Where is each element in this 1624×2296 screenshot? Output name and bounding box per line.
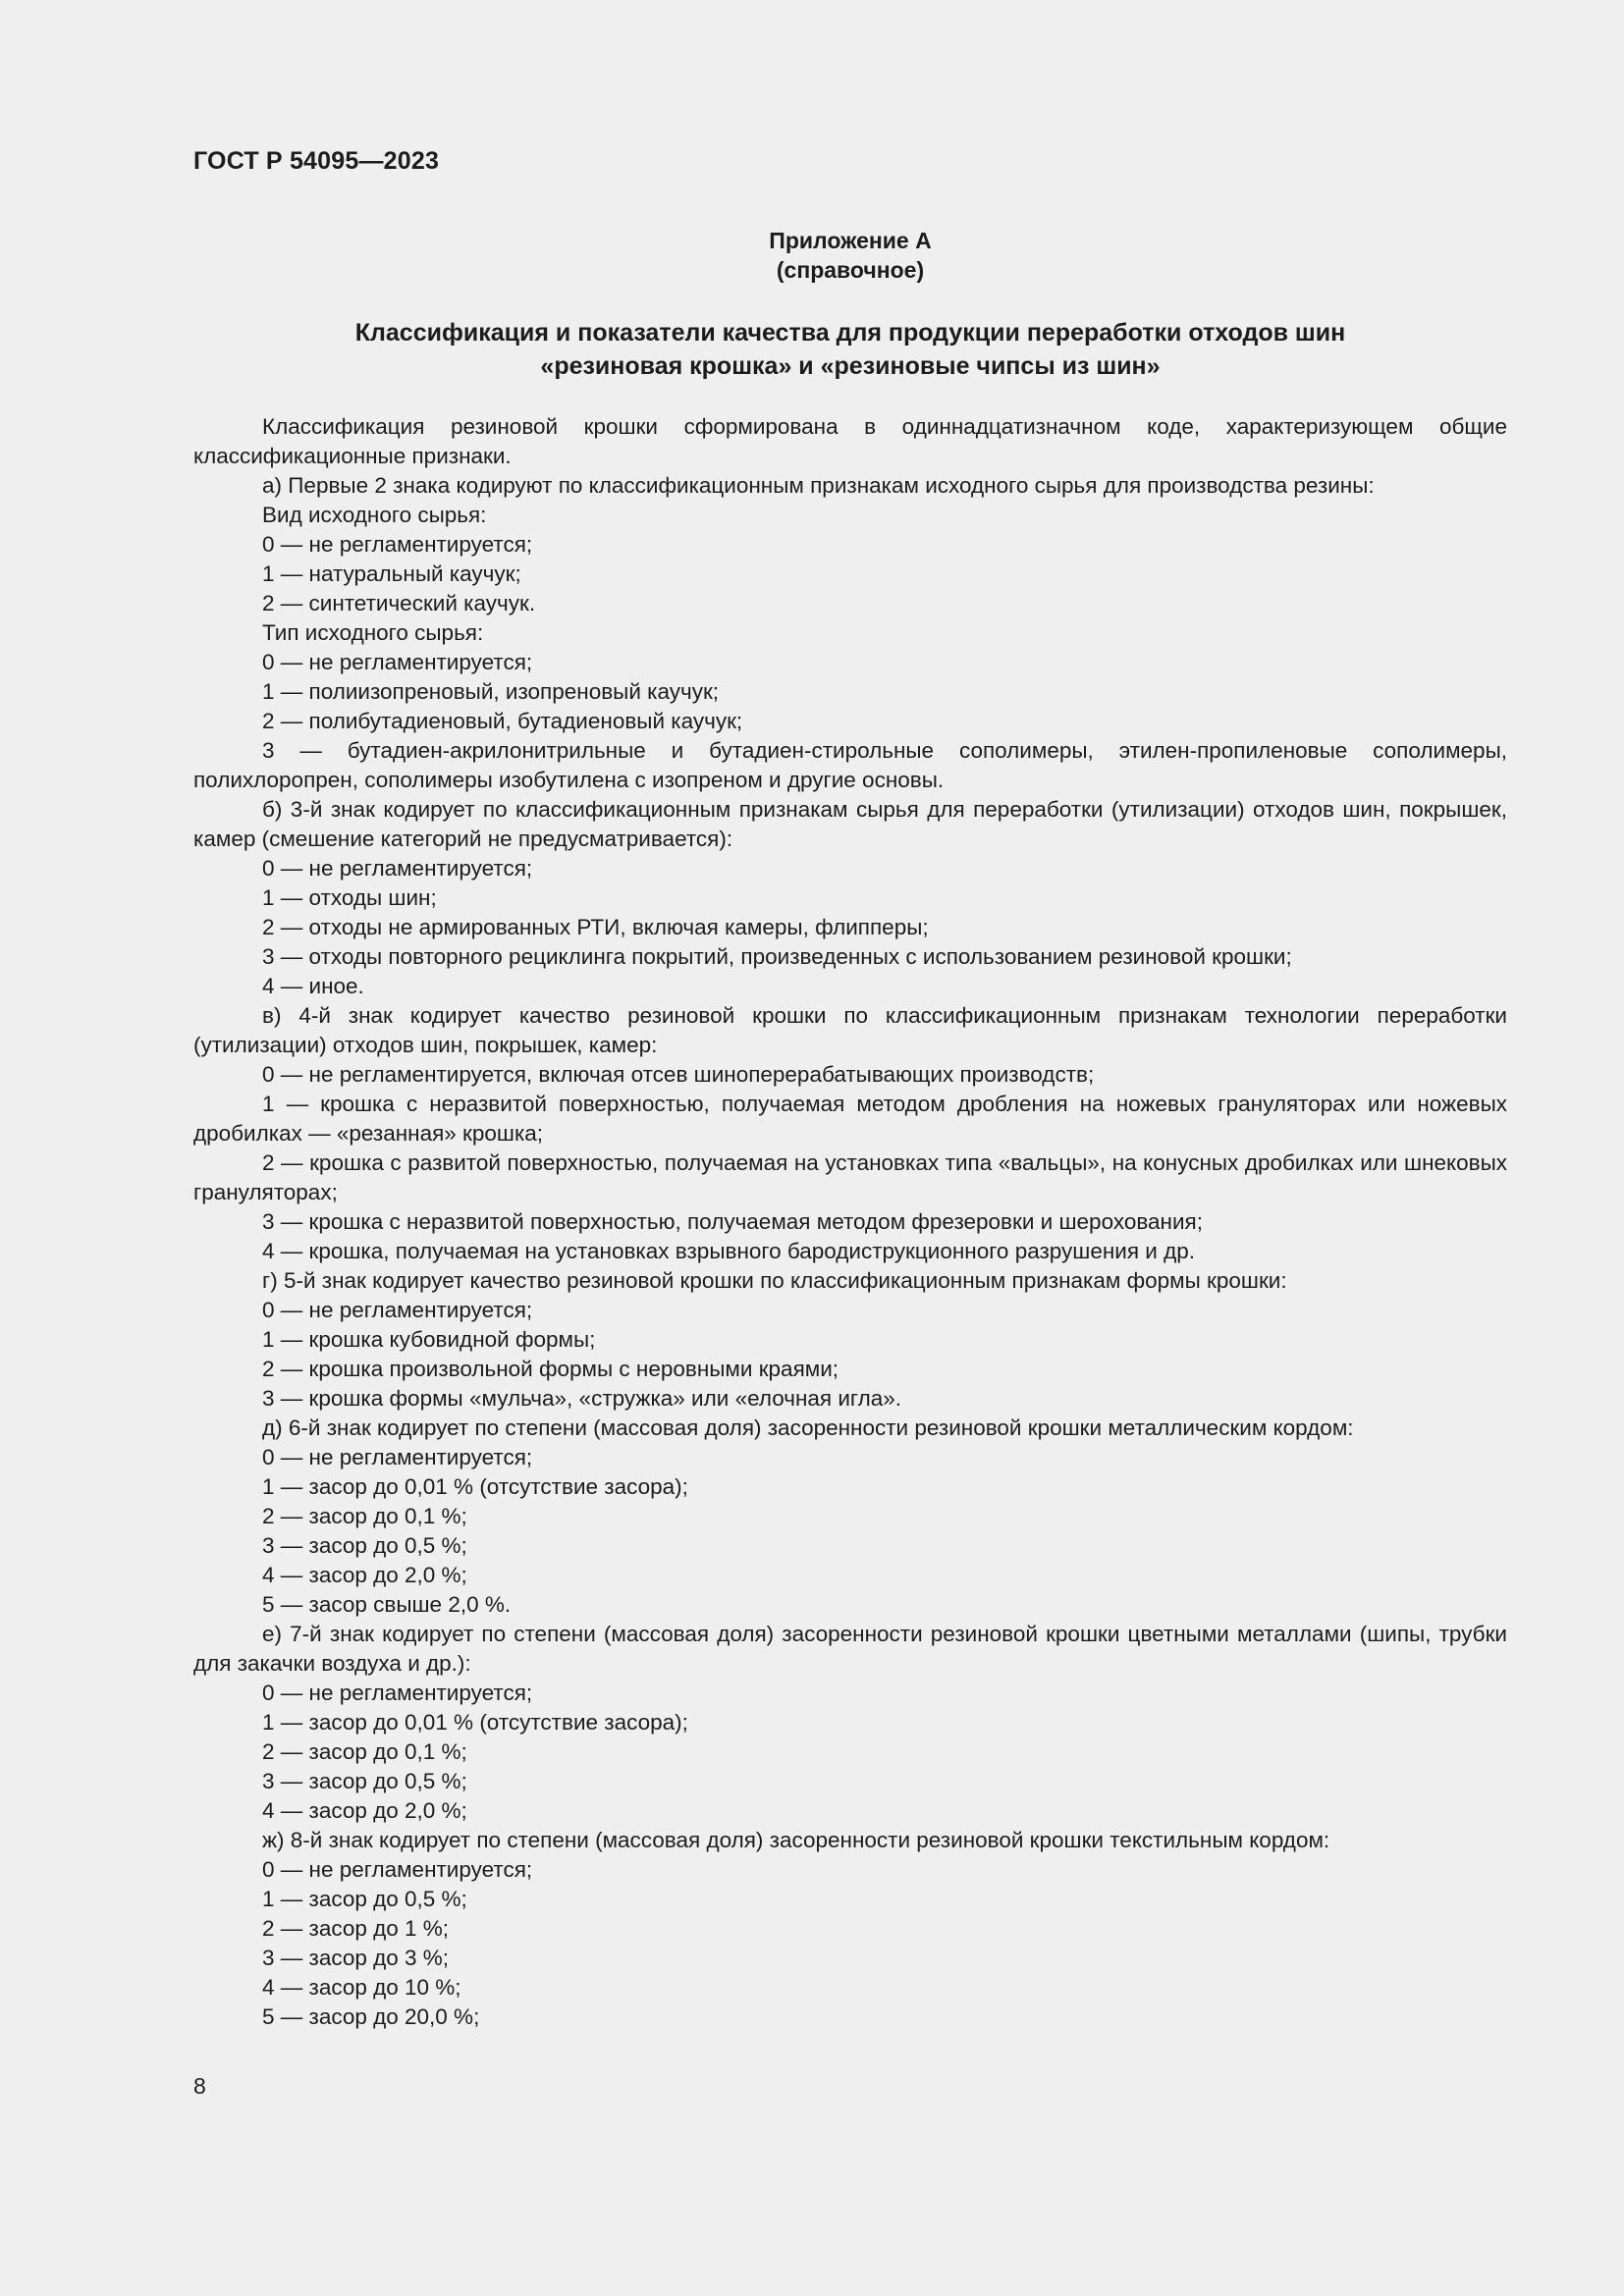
section-a-kind-label: Вид исходного сырья: — [262, 503, 487, 527]
list-item: 3 — засор до 0,5 %; — [262, 1769, 467, 1793]
list-item: 5 — засор до 20,0 %; — [262, 2004, 480, 2029]
section-zh-heading: ж) 8-й знак кодирует по степени (массовая доля) засоренности резиновой крошки текстильным кордом: — [262, 1828, 1330, 1852]
list-item: 1 — натуральный каучук; — [262, 561, 521, 586]
list-item: 3 — крошка с неразвитой поверхностью, получаемая методом фрезеровки и шерохования; — [262, 1209, 1203, 1234]
document-code: ГОСТ Р 54095—2023 — [193, 147, 440, 175]
list-item: 3 — засор до 0,5 %; — [262, 1533, 467, 1558]
appendix-label: Приложение А — [769, 228, 932, 253]
list-item: 4 — крошка, получаемая на установках взрывного бародиструкционного разрушения и др. — [262, 1239, 1195, 1263]
list-item: 2 — крошка с развитой поверхностью, получаемая на установках типа «вальцы», на конусных дробилках или шнековых грануляторах; — [193, 1150, 1507, 1204]
list-item: 2 — засор до 0,1 %; — [262, 1739, 467, 1764]
list-item: 1 — крошка кубовидной формы; — [262, 1327, 596, 1352]
section-v-heading: в) 4-й знак кодирует качество резиновой крошки по классификационным признакам технологии переработки (утилизации) отходов шин, покрышек, камер: — [193, 1003, 1507, 1057]
list-item: 0 — не регламентируется, включая отсев шиноперерабатывающих производств; — [262, 1062, 1095, 1087]
list-item: 0 — не регламентируется; — [262, 1857, 533, 1882]
section-title — [193, 316, 1507, 383]
section-title-line-1: Классификация и показатели качества для продукции переработки отходов шин — [354, 319, 1346, 347]
section-g-heading: г) 5-й знак кодирует качество резиновой крошки по классификационным признакам формы крошки: — [262, 1268, 1287, 1293]
document-body — [193, 412, 1507, 2032]
section-title-line-2: «резиновая крошка» и «резиновые чипсы из шин» — [540, 352, 1161, 380]
list-item: 2 — отходы не армированных РТИ, включая камеры, флипперы; — [262, 915, 929, 939]
list-item: 0 — не регламентируется; — [262, 1298, 533, 1322]
section-a-type-label: Тип исходного сырья: — [262, 620, 484, 645]
list-item: 2 — крошка произвольной формы с неровными краями; — [262, 1357, 839, 1381]
list-item: 1 — полиизопреновый, изопреновый каучук; — [262, 679, 720, 704]
section-d-heading: д) 6-й знак кодирует по степени (массовая доля) засоренности резиновой крошки металлическим кордом: — [262, 1415, 1354, 1440]
list-item: 0 — не регламентируется; — [262, 532, 533, 557]
list-item: 3 — крошка формы «мульча», «стружка» или «елочная игла». — [262, 1386, 902, 1411]
list-item: 5 — засор свыше 2,0 %. — [262, 1592, 512, 1617]
page-number: 8 — [193, 2073, 206, 2099]
list-item: 0 — не регламентируется; — [262, 1681, 533, 1705]
list-item: 0 — не регламентируется; — [262, 1445, 533, 1469]
list-item: 0 — не регламентируется; — [262, 650, 533, 674]
list-item: 4 — иное. — [262, 974, 364, 998]
appendix-heading — [193, 226, 1507, 285]
list-item: 1 — засор до 0,01 % (отсутствие засора); — [262, 1474, 688, 1499]
list-item: 1 — засор до 0,01 % (отсутствие засора); — [262, 1710, 688, 1735]
list-item: 1 — крошка с неразвитой поверхностью, получаемая методом дробления на ножевых грануляторах или ножевых дробилках — «резанная» крошка; — [193, 1092, 1507, 1146]
list-item: 3 — бутадиен-акрилонитрильные и бутадиен-стирольные сополимеры, этилен-пропиленовые сополимеры, полихлоропрен, сополимеры изобутилена с изопреном и другие основы. — [193, 738, 1507, 792]
appendix-kind: (справочное) — [776, 257, 925, 283]
list-item: 0 — не регламентируется; — [262, 856, 533, 881]
intro-paragraph: Классификация резиновой крошки сформирована в одиннадцатизначном коде, характеризующем общие классификационные признаки. — [193, 414, 1507, 468]
list-item: 2 — засор до 0,1 %; — [262, 1504, 467, 1528]
list-item: 3 — засор до 3 %; — [262, 1946, 450, 1970]
list-item: 4 — засор до 2,0 %; — [262, 1798, 467, 1823]
list-item: 2 — синтетический каучук. — [262, 591, 536, 615]
list-item: 3 — отходы повторного рециклинга покрытий, произведенных с использованием резиновой крошки; — [262, 944, 1292, 969]
list-item: 1 — засор до 0,5 %; — [262, 1887, 467, 1911]
list-item: 2 — засор до 1 %; — [262, 1916, 450, 1941]
list-item: 1 — отходы шин; — [262, 885, 437, 910]
section-b-heading: б) 3-й знак кодирует по классификационным признакам сырья для переработки (утилизации) отходов шин, покрышек, камер (смешение категорий не предусматривается): — [193, 797, 1507, 851]
list-item: 4 — засор до 2,0 %; — [262, 1563, 467, 1587]
list-item: 4 — засор до 10 %; — [262, 1975, 461, 2000]
section-e-heading: е) 7-й знак кодирует по степени (массовая доля) засоренности резиновой крошки цветными металлами (шипы, трубки для закачки воздуха и др.): — [193, 1622, 1507, 1676]
section-a-heading: а) Первые 2 знака кодируют по классификационным признакам исходного сырья для производства резины: — [262, 473, 1375, 498]
list-item: 2 — полибутадиеновый, бутадиеновый каучук; — [262, 709, 743, 733]
